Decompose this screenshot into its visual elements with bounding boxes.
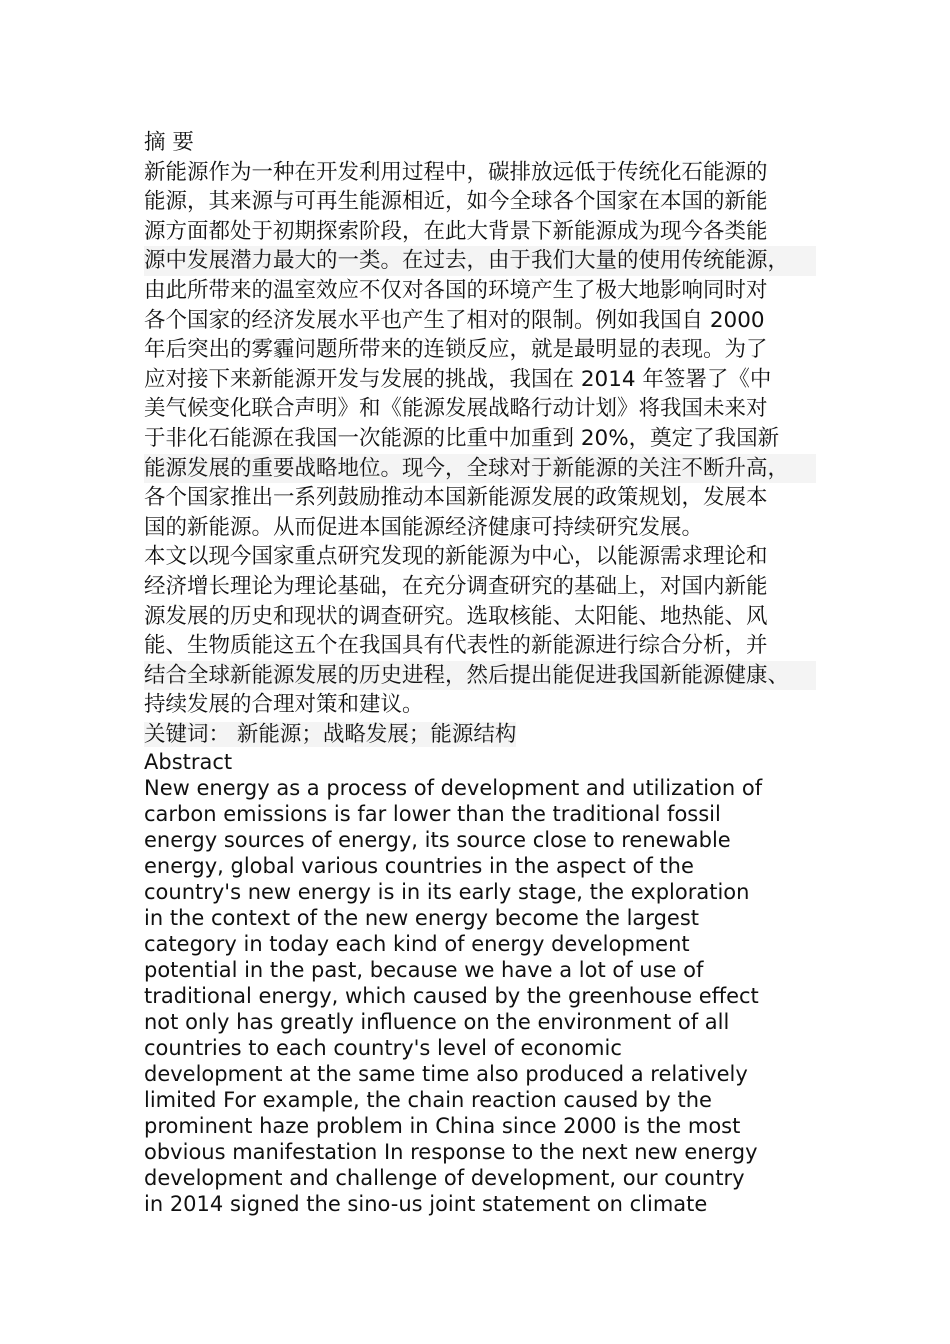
- chinese-abstract-section: [144, 128, 816, 749]
- text-line: potential in the past, because we have a lot of use of: [144, 958, 704, 983]
- text-line: 源中发展潜力最大的一类。在过去，由于我们大量的使用传统能源，: [144, 246, 816, 276]
- text-line: carbon emissions is far lower than the traditional fossil: [144, 802, 721, 827]
- text-line: energy, global various countries in the aspect of the: [144, 854, 694, 879]
- chinese-keywords: [144, 720, 816, 750]
- abstract-content: [144, 128, 816, 1217]
- text-line: 年后突出的雾霾问题所带来的连锁反应，就是最明显的表现。为了: [144, 337, 768, 363]
- text-line: not only has greatly influence on the environment of all: [144, 1010, 730, 1035]
- keywords-text: 关键词： 新能源；战略发展；能源结构: [144, 721, 517, 747]
- text-line: development and challenge of development, our country: [144, 1166, 745, 1191]
- text-line: 各个国家的经济发展水平也产生了相对的限制。例如我国自 2000: [144, 307, 765, 333]
- english-abstract-heading: Abstract: [144, 750, 233, 775]
- text-line: 新能源作为一种在开发利用过程中，碳排放远低于传统化石能源的: [144, 159, 768, 185]
- chinese-abstract-paragraph-1: [144, 158, 816, 543]
- text-line: 经济增长理论为理论基础，在充分调查研究的基础上，对国内新能: [144, 573, 768, 599]
- text-line: 持续发展的合理对策和建议。: [144, 692, 424, 718]
- english-abstract-paragraph: [144, 775, 816, 1217]
- text-line: countries to each country's level of economic: [144, 1036, 622, 1061]
- text-line: 应对接下来新能源开发与发展的挑战，我国在 2014 年签署了《中: [144, 366, 772, 392]
- text-line: in the context of the new energy become the largest: [144, 906, 699, 931]
- text-line: limited For example, the chain reaction caused by the: [144, 1088, 712, 1113]
- text-line: 结合全球新能源发展的历史进程，然后提出能促进我国新能源健康、: [144, 661, 816, 691]
- text-line: 美气候变化联合声明》和《能源发展战略行动计划》将我国未来对: [144, 396, 768, 422]
- text-line: 本文以现今国家重点研究发现的新能源为中心，以能源需求理论和: [144, 544, 768, 570]
- text-line: prominent haze problem in China since 2000 is the most: [144, 1114, 741, 1139]
- text-line: New energy as a process of development and utilization of: [144, 776, 763, 801]
- text-line: in 2014 signed the sino-us joint statement on climate: [144, 1192, 708, 1217]
- text-line: obvious manifestation In response to the next new energy: [144, 1140, 758, 1165]
- text-line: 能、生物质能这五个在我国具有代表性的新能源进行综合分析，并: [144, 633, 768, 659]
- text-line: category in today each kind of energy development: [144, 932, 690, 957]
- text-line: 能源发展的重要战略地位。现今，全球对于新能源的关注不断升高，: [144, 454, 816, 484]
- chinese-abstract-paragraph-2: [144, 542, 816, 720]
- text-line: 源发展的历史和现状的调查研究。选取核能、太阳能、地热能、风: [144, 603, 768, 629]
- text-line: 能源，其来源与可再生能源相近，如今全球各个国家在本国的新能: [144, 189, 768, 215]
- text-line: 由此所带来的温室效应不仅对各国的环境产生了极大地影响同时对: [144, 277, 768, 303]
- text-line: energy sources of energy, its source close to renewable: [144, 828, 731, 853]
- text-line: development at the same time also produced a relatively: [144, 1062, 748, 1087]
- chinese-abstract-heading: 摘 要: [144, 130, 194, 155]
- text-line: country's new energy is in its early stage, the exploration: [144, 880, 750, 905]
- text-line: 国的新能源。从而促进本国能源经济健康可持续研究发展。: [144, 514, 704, 540]
- text-line: 于非化石能源在我国一次能源的比重中加重到 20%，奠定了我国新: [144, 425, 780, 451]
- text-line: 各个国家推出一系列鼓励推动本国新能源发展的政策规划，发展本: [144, 485, 768, 511]
- text-line: 源方面都处于初期探索阶段，在此大背景下新能源成为现今各类能: [144, 218, 768, 244]
- english-abstract-section: [144, 749, 816, 1217]
- text-line: traditional energy, which caused by the greenhouse effect: [144, 984, 759, 1009]
